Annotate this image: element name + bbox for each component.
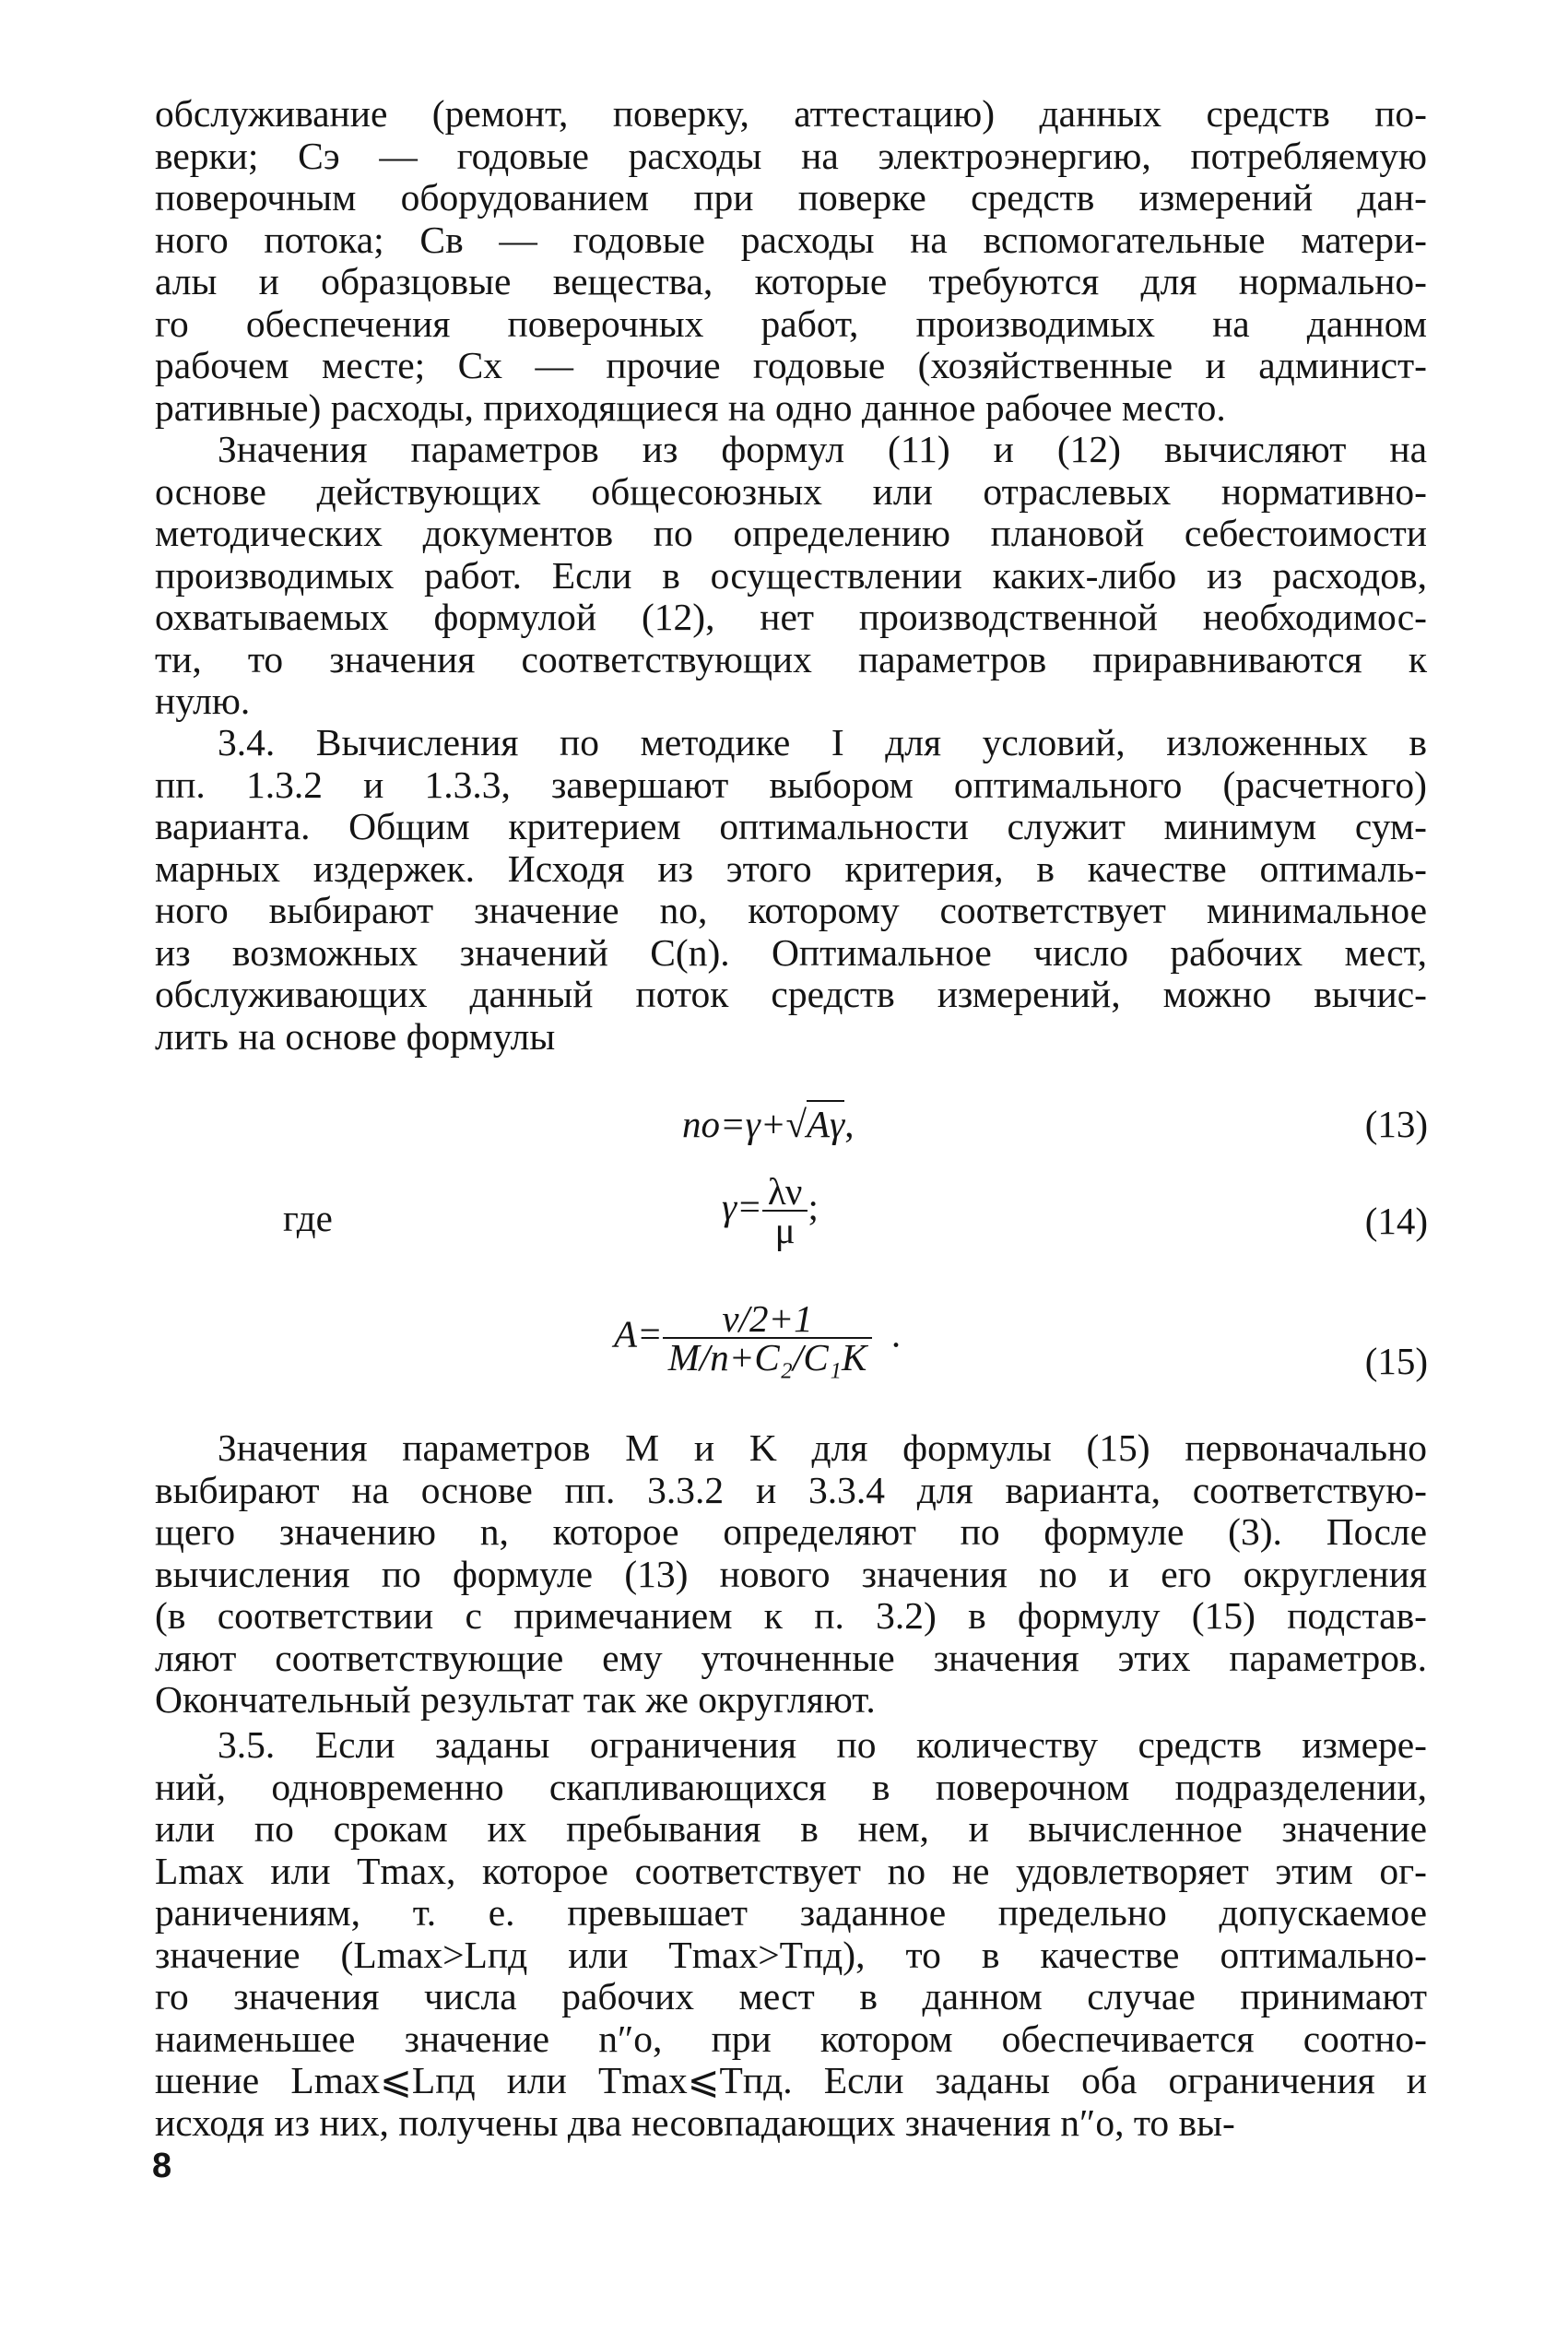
text-line: методических документов по определению плановой себестоимости	[155, 512, 1427, 554]
text-line: 3.4. Вычисления по методике I для условий, изложенных в	[218, 721, 1427, 763]
sqrt-sign: √	[785, 1103, 808, 1145]
text-line: пп. 1.3.2 и 1.3.3, завершают выбором оптимального (расчетного)	[155, 763, 1427, 806]
text-line: основе действующих общесоюзных или отраслевых нормативно-	[155, 469, 1427, 513]
formula-14-denominator: μ	[774, 1209, 796, 1251]
text-line: наименьшее значение n″о, при котором обеспечивается соотно-	[155, 2017, 1427, 2060]
text-line: 3.5. Если заданы ограничения по количеству средств измере-	[218, 1723, 1427, 1766]
text-line: поверочным оборудованием при поверке средств измерений дан-	[155, 176, 1427, 219]
formula-15-numerator: ν/2+1	[663, 1300, 873, 1339]
formula-15	[614, 1297, 902, 1378]
text-line: варианта. Общим критерием оптимальности служит минимум сум-	[155, 805, 1427, 847]
text-line: верки; Cэ — годовые расходы на электроэнергию, потребляемую	[155, 134, 1427, 177]
text-line: производимых работ. Если в осуществлении каких-либо из расходов,	[155, 553, 1427, 597]
text-line: охватываемых формулой (12), нет производственной необходимос-	[155, 596, 1427, 638]
text-line: Значения параметров из формул (11) и (12) вычисляют на	[218, 428, 1427, 470]
formula-14	[722, 1170, 819, 1251]
formula-14-tail: ;	[808, 1185, 819, 1228]
text-line: или по срокам их пребывания в нем, и вычисленное значение	[155, 1807, 1427, 1850]
formula-15-fraction	[663, 1297, 873, 1378]
paragraph-1	[155, 93, 1427, 429]
text-line: го значения числа рабочих мест в данном случае принимают	[155, 1975, 1427, 2017]
formula-15-denominator: M/n+C₂/C₁K	[667, 1336, 867, 1378]
paragraph-5-section-3-5	[155, 1724, 1427, 2144]
equation-number-13: (13)	[1364, 1103, 1428, 1145]
text-line: ний, одновременно скапливающихся в поверочном подразделении,	[155, 1765, 1427, 1808]
text-line: ного выбирают значение nо, которому соответствует минимальное	[155, 889, 1427, 931]
text-line: нулю.	[155, 680, 251, 722]
text-line: из возможных значений C(n). Оптимальное число рабочих мест,	[155, 930, 1427, 974]
formula-13	[682, 1102, 854, 1146]
paragraph-4	[155, 1427, 1427, 1722]
paragraph-3-section-3-4	[155, 722, 1427, 1058]
formula-14-numerator: λν	[762, 1173, 808, 1212]
where-word: где	[283, 1197, 333, 1239]
text-line: рабочем месте; Cх — прочие годовые (хозяйственные и админист-	[155, 344, 1427, 386]
text-line: обслуживание (ремонт, поверку, аттестацию) данных средств по-	[155, 92, 1427, 135]
text-line: алы и образцовые вещества, которые требуются для нормально-	[155, 260, 1427, 302]
equation-number-15: (15)	[1364, 1340, 1428, 1382]
formula-13-lhs: nо=γ+	[682, 1103, 786, 1145]
text-line: ративные) расходы, приходящиеся на одно данное рабочее место.	[155, 385, 1226, 429]
formula-14-lhs: γ=	[722, 1185, 762, 1228]
text-line: шение Lmax⩽Lпд или Tmax⩽Tпд. Если заданы оба ограничения и	[155, 2059, 1427, 2101]
text-line: исходя из них, получены два несовпадающих значения n″о, то вы-	[155, 2100, 1235, 2144]
formula-13-tail: ,	[844, 1103, 855, 1145]
text-line: (в соответствии с примечанием к п. 3.2) в формулу (15) подстав-	[155, 1594, 1427, 1637]
text-line: ного потока; Cв — годовые расходы на вспомогательные матери-	[155, 218, 1427, 261]
text-line: ляют соответствующие ему уточненные значения этих параметров.	[155, 1636, 1427, 1679]
text-line: раничениям, т. е. превышает заданное предельно допускаемое	[155, 1891, 1427, 1934]
equation-number-14: (14)	[1364, 1200, 1428, 1242]
text-line: вычисления по формуле (13) нового значения nо и его округления	[155, 1552, 1427, 1595]
page-number: 8	[152, 2147, 172, 2185]
formula-15-lhs: A=	[614, 1312, 663, 1355]
text-line: щего значению n, которое определяют по формуле (3). После	[155, 1510, 1427, 1553]
text-line: го обеспечения поверочных работ, производимых на данном	[155, 302, 1427, 345]
formula-14-fraction	[762, 1170, 808, 1251]
text-line: лить на основе формулы	[155, 1014, 556, 1058]
text-line: Окончательный результат так же округляют.	[155, 1678, 876, 1721]
text-line: значение (Lmax>Lпд или Tmax>Tпд), то в качестве оптимально-	[155, 1933, 1427, 1976]
text-line: обслуживающих данный поток средств измерений, можно вычис-	[155, 973, 1427, 1015]
paragraph-2	[155, 429, 1427, 723]
text-line: ти, то значения соответствующих параметров приравниваются к	[155, 637, 1427, 680]
formula-13-radicand: Aγ	[807, 1100, 844, 1145]
text-line: марных издержек. Исходя из этого критерия, в качестве оптималь-	[155, 846, 1427, 890]
text-line: Значения параметров M и K для формулы (15) первоначально	[218, 1426, 1427, 1469]
text-line: выбирают на основе пп. 3.3.2 и 3.3.4 для варианта, соответствую-	[155, 1468, 1427, 1511]
formula-15-tail: .	[890, 1312, 902, 1355]
text-line: Lmax или Tmax, которое соответствует nо не удовлетворяет этим ог-	[155, 1849, 1427, 1892]
